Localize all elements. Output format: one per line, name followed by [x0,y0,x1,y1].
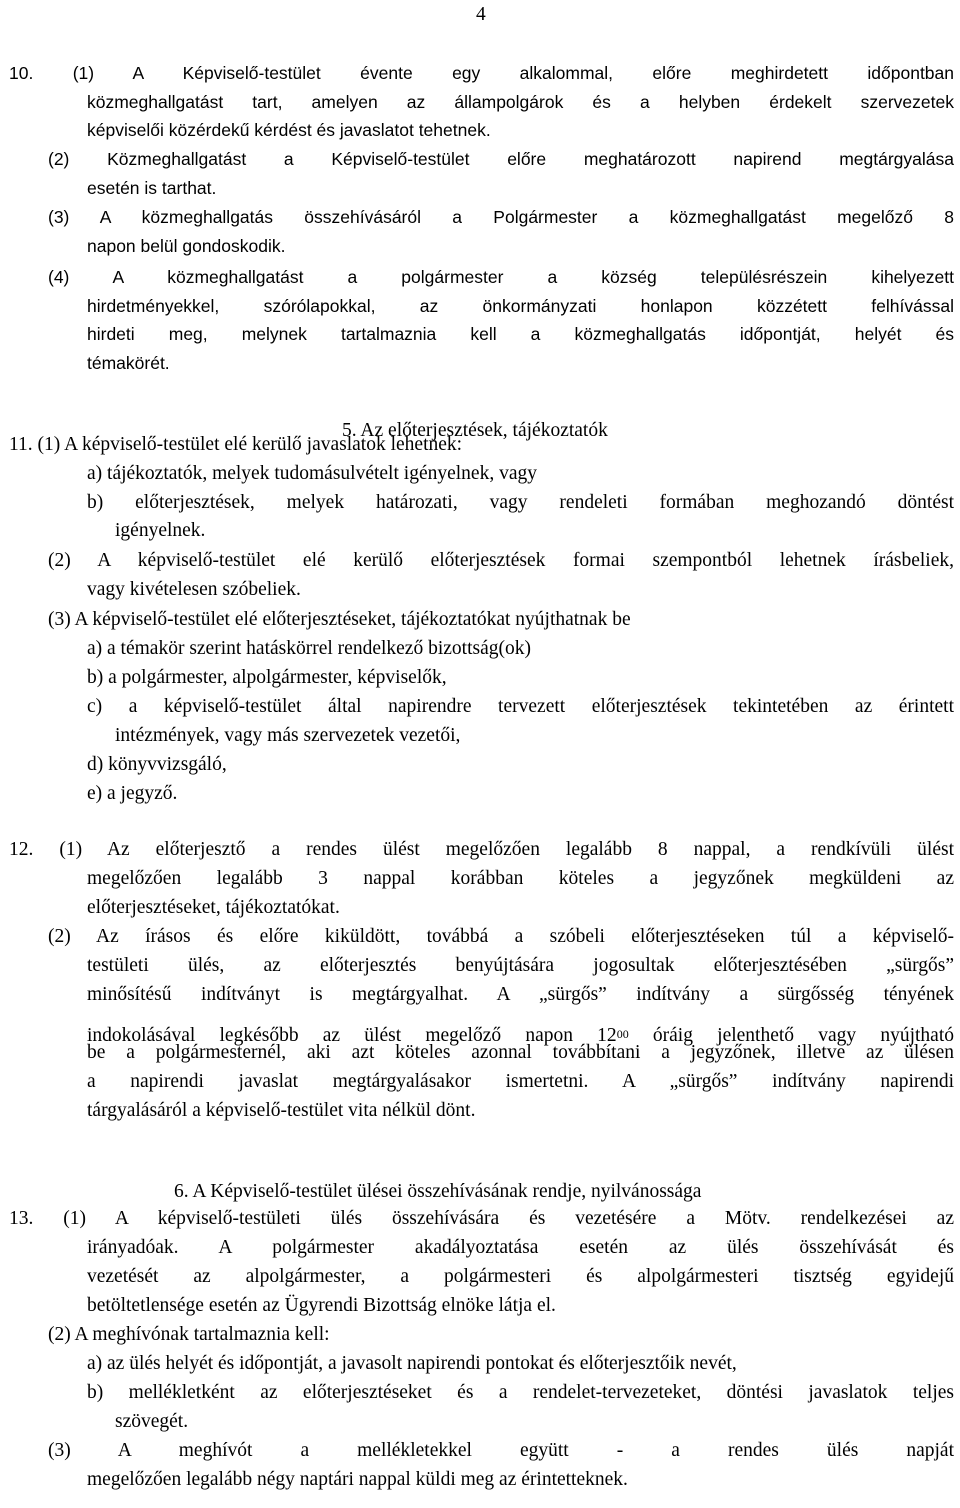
paragraph-line: c) a képviselő-testület által napirendre tervezett előterjesztések tekintetében az érintett [87,696,954,717]
paragraph-line: 11. (1) A képviselő-testület elé kerülő javaslatok lehetnek: [9,434,463,455]
paragraph-line: a) tájékoztatók, melyek tudomásulvételt igényelnek, vagy [87,463,537,484]
paragraph-line: irányadóak. A polgármester akadályoztatása esetén az ülés összehívását és [87,1237,954,1258]
paragraph-line [87,1024,954,1048]
paragraph-line: napon belül gondoskodik. [87,236,286,256]
paragraph-line: hirdetményekkel, szórólapokkal, az önkormányzati honlapon közzétett felhívással [87,296,954,316]
paragraph-line: megelőzően legalább 3 nappal korábban köteles a jegyzőnek megküldeni az [87,868,954,889]
paragraph-line: b) a polgármester, alpolgármester, képviselők, [87,667,447,688]
paragraph-line: témakörét. [87,353,170,373]
paragraph-line: intézmények, vagy más szervezetek vezetői, [115,725,461,746]
paragraph-line: közmeghallgatást tart, amelyen az állampolgárok és a helyben érdekelt szervezetek [87,92,954,112]
line-text-before: indokolásával legkésőbb az ülést megelőző napon 12 [87,1025,617,1046]
paragraph-line: a) az ülés helyét és időpontját, a javasolt napirendi pontokat és előterjesztőik nevét, [87,1353,737,1374]
section-heading-6: 6. A Képviselő-testület ülései összehívásának rendje, nyilvánossága [174,1181,702,1202]
paragraph-line: b) mellékletként az előterjesztéseket és a rendelet-tervezeteket, döntési javaslatok teljes [87,1382,954,1403]
paragraph-line: betöltetlensége esetén az Ügyrendi Bizottság elnöke látja el. [87,1295,556,1316]
paragraph-line: (4) A közmeghallgatást a polgármester a község településrészein kihelyezett [48,267,954,287]
page-number: 4 [476,4,486,25]
paragraph-line: igényelnek. [115,520,206,541]
paragraph-line: b) előterjesztések, melyek határozati, vagy rendeleti formában meghozandó döntést [87,492,954,513]
paragraph-line: 10. (1) A Képviselő-testület évente egy alkalommal, előre meghirdetett időpontban [9,63,954,83]
section-heading-5: 5. Az előterjesztések, tájékoztatók [342,420,608,441]
paragraph-line: szövegét. [115,1411,189,1432]
paragraph-line: (3) A képviselő-testület elé előterjesztéseket, tájékoztatókat nyújthatnak be [48,609,631,630]
paragraph-line: előterjesztéseket, tájékoztatókat. [87,897,340,918]
paragraph-line: megelőzően legalább négy naptári nappal küldi meg az érintetteknek. [87,1469,628,1490]
paragraph-line: a napirendi javaslat megtárgyalásakor ismertetni. A „sürgős” indítvány napirendi [87,1071,954,1092]
superscript-hour: 00 [616,1027,629,1041]
paragraph-line: d) könyvvizsgáló, [87,754,227,775]
paragraph-line: (2) Az írásos és előre kiküldött, továbbá a szóbeli előterjesztéseken túl a képviselő- [48,926,954,947]
paragraph-line: (2) A meghívónak tartalmaznia kell: [48,1324,330,1345]
paragraph-line: (2) A képviselő-testület elé kerülő előterjesztések formai szempontból lehetnek írásbeliek, [48,550,954,571]
paragraph-line: vagy kivételesen szóbeliek. [87,579,301,600]
paragraph-line: 13. (1) A képviselő-testületi ülés összehívására és vezetésére a Mötv. rendelkezései az [9,1208,954,1229]
paragraph-line: (3) A meghívót a mellékletekkel együtt - a rendes ülés napját [48,1440,954,1461]
paragraph-line: be a polgármesternél, aki azt köteles azonnal továbbítani a jegyzőnek, illetve az ülésen [87,1042,954,1063]
paragraph-line: (3) A közmeghallgatás összehívásáról a Polgármester a közmeghallgatást megelőző 8 [48,207,954,227]
paragraph-line: tárgyalásáról a képviselő-testület vita nélkül dönt. [87,1100,476,1121]
paragraph-line: 12. (1) Az előterjesztő a rendes ülést megelőzően legalább 8 nappal, a rendkívüli ülést [9,839,954,860]
paragraph-line: minősítésű indítványt is megtárgyalhat. A „sürgős” indítvány a sürgősség tényének [87,984,954,1005]
paragraph-line: e) a jegyző. [87,783,178,804]
paragraph-line: képviselői közérdekű kérdést és javaslatot tehetnek. [87,120,491,140]
paragraph-line: esetén is tarthat. [87,178,217,198]
paragraph-line: (2) Közmeghallgatást a Képviselő-testület előre meghatározott napirend megtárgyalása [48,149,954,169]
paragraph-line: hirdeti meg, melynek tartalmaznia kell a közmeghallgatás időpontját, helyét és [87,324,954,344]
paragraph-line: a) a témakör szerint hatáskörrel rendelkező bizottság(ok) [87,638,531,659]
paragraph-line: vezetését az alpolgármester, a polgármesteri és alpolgármesteri tisztség egyidejű [87,1266,954,1287]
line-text-after: óráig jelenthető vagy nyújtható [628,1025,955,1046]
paragraph-line: testületi ülés, az előterjesztés benyújtására jogosultak előterjesztésében „sürgős” [87,955,954,976]
